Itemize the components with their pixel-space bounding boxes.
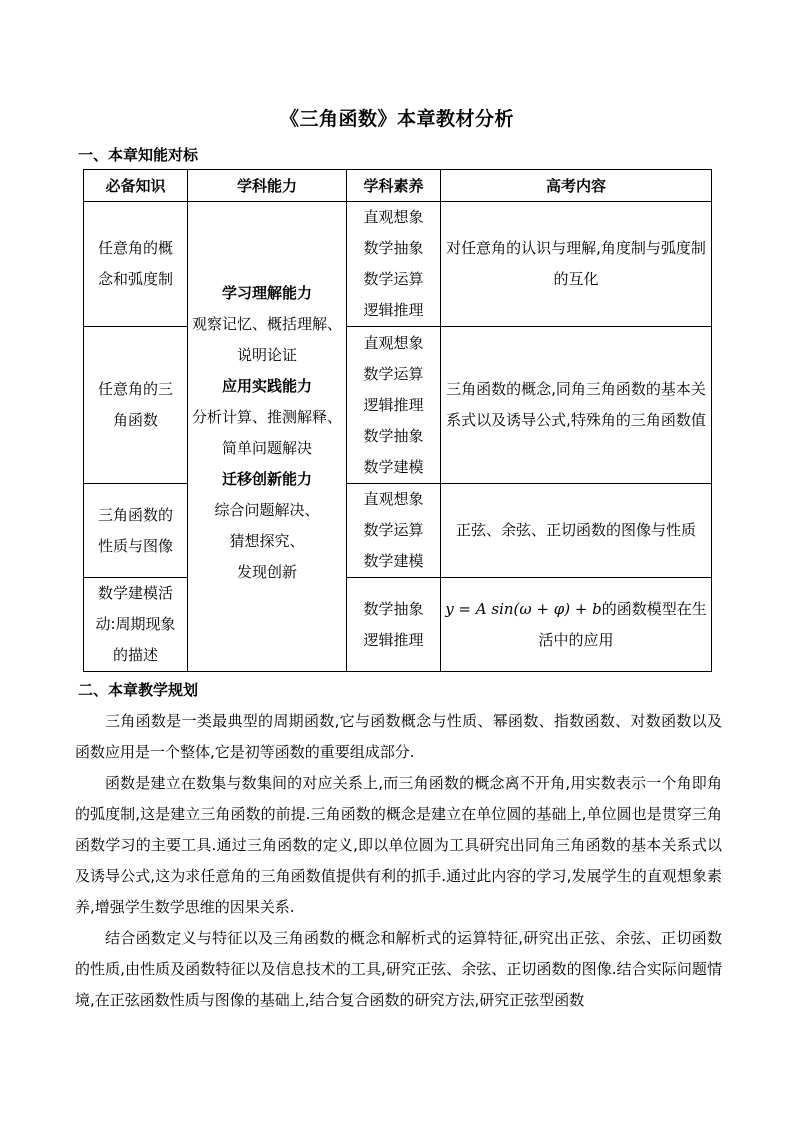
knowledge-line: 数学建模活 [97, 584, 173, 602]
exam-content-text: 三角函数的概念,同角三角函数的基本关系式以及诱导公式,特殊角的三角函数值 [446, 380, 706, 429]
ability-line: 猜想探究、 [229, 531, 305, 550]
knowledge-line: 念和弧度制 [97, 270, 173, 288]
section-heading-2: 二、本章教学规划 [78, 681, 199, 699]
section-heading-1: 一、本章知能对标 [78, 146, 199, 164]
page-title: 《三角函数》本章教材分析 [279, 108, 514, 130]
header-knowledge: 必备知识 [84, 170, 188, 202]
ability-line: 简单问题解决 [221, 438, 312, 457]
ability-line: 迁移创新能力 [221, 469, 312, 488]
literacy-line: 逻辑推理 [363, 395, 424, 414]
knowledge-line: 性质与图像 [97, 536, 173, 555]
header-ability: 学科能力 [188, 170, 347, 202]
literacy-cell [347, 578, 441, 672]
knowledge-line: 任意角的三 [97, 380, 173, 398]
exam-content-cell [441, 484, 712, 578]
literacy-line: 直观想象 [363, 208, 424, 226]
literacy-line: 逻辑推理 [363, 301, 424, 319]
ability-line: 学习理解能力 [221, 283, 312, 302]
table-row [84, 202, 712, 327]
formula: y = A sin(ω + φ) + b [445, 599, 602, 618]
paragraph: 三角函数是一类最典型的周期函数,它与函数概念与性质、幂函数、指数函数、对数函数以及函数应用是一个整体,它是初等函数的重要组成部分. [75, 712, 722, 761]
literacy-line: 逻辑推理 [363, 630, 424, 649]
literacy-line: 数学抽象 [363, 426, 424, 445]
literacy-line: 数学抽象 [363, 599, 424, 618]
exam-content-suffix: 的函数模型在生活中的应用 [538, 599, 707, 649]
literacy-line: 数学运算 [363, 364, 424, 383]
knowledge-cell [84, 484, 188, 578]
table-row [84, 327, 712, 484]
knowledge-cell [84, 578, 188, 672]
knowledge-line: 角函数 [112, 411, 158, 429]
literacy-line: 数学运算 [363, 270, 424, 288]
ability-line: 发现创新 [236, 562, 297, 581]
literacy-line: 数学运算 [363, 521, 424, 539]
literacy-cell [347, 202, 441, 327]
knowledge-cell [84, 327, 188, 484]
ability-line: 观察记忆、概括理解、 [191, 314, 342, 333]
table-row [84, 484, 712, 578]
table-header-row [84, 170, 712, 202]
knowledge-line: 动:周期现象 [95, 615, 176, 633]
exam-content-cell [441, 202, 712, 327]
literacy-line: 数学建模 [363, 457, 424, 476]
paragraph: 函数是建立在数集与数集间的对应关系上,而三角函数的概念离不开角,用实数表示一个角即角的弧度制,这是建立三角函数的前提.三角函数的概念是建立在单位圆的基础上,单位圆也是贯穿三角函数学习的主要工具.通过三角函数的定义,即以单位圆为工具研究出同角三角函数的基本关系式以及诱导公式,这为求任意角的三角函数值提供有利的抓手.通过此内容的学习,发展学生的直观想象素养,增强学生数学思维的因果关系. [75, 774, 722, 916]
exam-content-text [441, 594, 711, 656]
ability-line: 应用实践能力 [221, 376, 312, 395]
exam-content-cell [441, 578, 712, 672]
literacy-line: 数学抽象 [363, 239, 424, 257]
knowledge-line: 的描述 [112, 646, 158, 664]
knowledge-line: 任意角的概 [97, 239, 173, 257]
header-exam-content: 高考内容 [441, 170, 712, 202]
knowledge-cell [84, 202, 188, 327]
literacy-cell [347, 327, 441, 484]
exam-content-text: 对任意角的认识与理解,角度制与弧度制的互化 [446, 239, 706, 288]
table-row [84, 578, 712, 672]
analysis-table [83, 169, 712, 672]
literacy-line: 直观想象 [363, 490, 424, 508]
paragraph: 结合函数定义与特征以及三角函数的概念和解析式的运算特征,研究出正弦、余弦、正切函数的性质,由性质及函数特征以及信息技术的工具,研究正弦、余弦、正切函数的图像.结合实际问题情境,在正弦函数性质与图像的基础上,结合复合函数的研究方法,研究正弦型函数 [75, 929, 722, 1009]
knowledge-line: 三角函数的 [97, 505, 173, 524]
literacy-line: 数学建模 [363, 552, 424, 570]
ability-line: 综合问题解决、 [214, 500, 320, 519]
literacy-line: 直观想象 [363, 333, 424, 352]
exam-content-cell [441, 327, 712, 484]
literacy-cell [347, 484, 441, 578]
exam-content-text: 正弦、余弦、正切函数的图像与性质 [455, 521, 696, 539]
ability-line: 说明论证 [236, 345, 297, 364]
ability-line: 分析计算、推测解释、 [191, 407, 342, 426]
ability-cell [188, 202, 347, 672]
header-literacy: 学科素养 [347, 170, 441, 202]
